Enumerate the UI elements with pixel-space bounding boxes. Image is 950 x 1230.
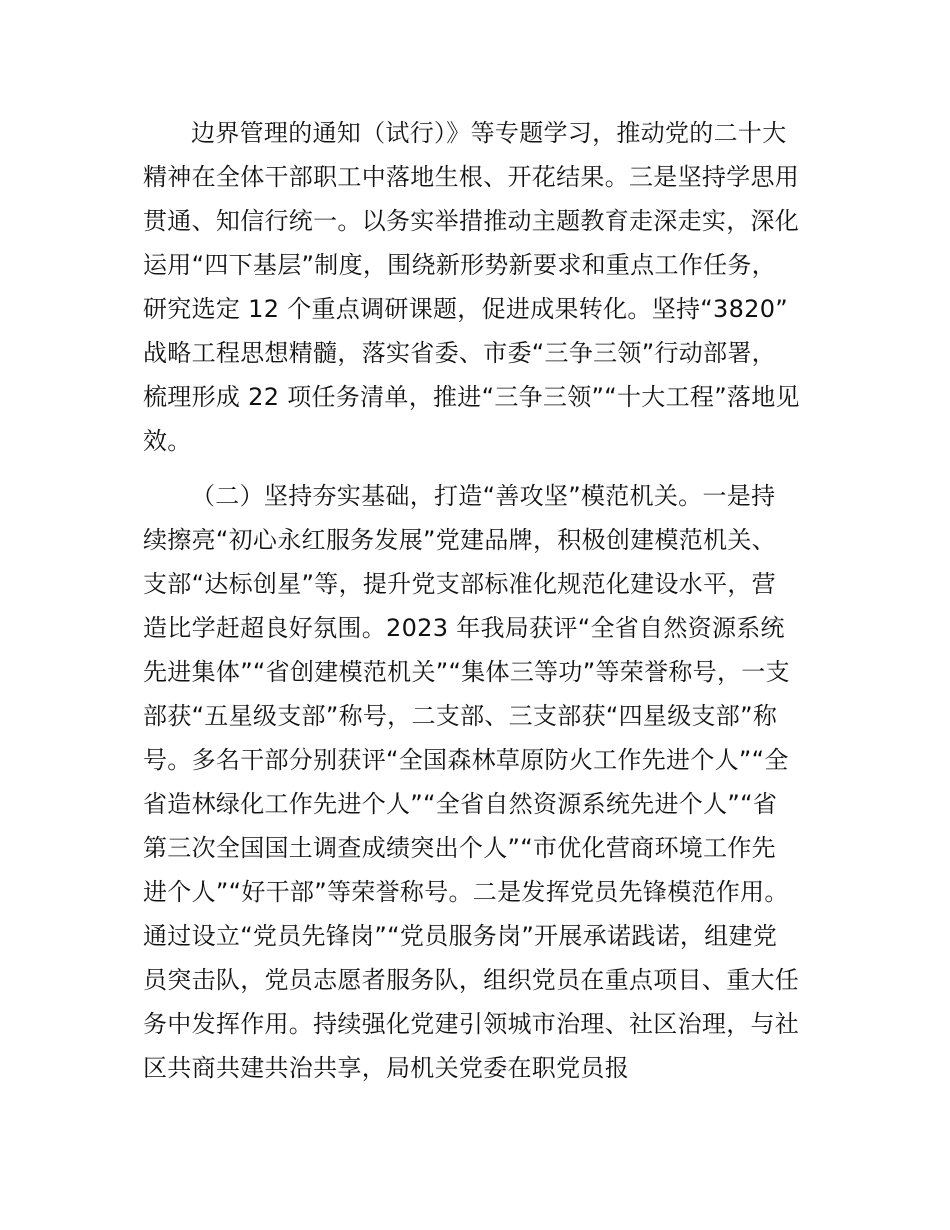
text-line-3: 贯通、知信行统一。以务实举措推动主题教育走深走实，深化: [143, 207, 800, 235]
text-line-2: 精神在全体干部职工中落地生根、开花结果。三是坚持学思用: [143, 163, 800, 191]
text-line-9: （二）坚持夯实基础，打造“善攻坚”模范机关。一是持: [191, 482, 776, 510]
text-line-5: 研究选定 12 个重点调研课题，促进成果转化。坚持“3820”: [143, 295, 789, 323]
text-line-18: 进个人”“好干部”等荣誉称号。二是发挥党员先锋模范作用。: [143, 878, 789, 906]
text-line-17: 第三次全国国土调查成绩突出个人”“市优化营商环境工作先: [143, 834, 776, 862]
text-line-4: 运用“四下基层”制度，围绕新形势新要求和重点工作任务，: [143, 251, 776, 279]
text-line-15: 号。多名干部分别获评“全国森林草原防火工作先进个人”“全: [143, 746, 789, 774]
text-line-16: 省造林绿化工作先进个人”“全省自然资源系统先进个人”“省: [143, 790, 778, 818]
text-line-19: 通过设立“党员先锋岗”“党员服务岗”开展承诺践诺，组建党: [143, 922, 778, 950]
text-line-11: 支部“达标创星”等，提升党支部标准化规范化建设水平，营: [143, 570, 776, 598]
text-line-7: 梳理形成 22 项任务清单，推进“三争三领”“十大工程”落地见: [143, 383, 800, 411]
text-line-21: 务中发挥作用。持续强化党建引领城市治理、社区治理，与社: [143, 1010, 800, 1038]
text-line-12: 造比学赶超良好氛围。2023 年我局获评“全省自然资源系统: [143, 614, 785, 642]
text-line-13: 先进集体”“省创建模范机关”“集体三等功”等荣誉称号，一支: [143, 658, 790, 686]
text-line-6: 战略工程思想精髓，落实省委、市委“三争三领”行动部署，: [143, 339, 776, 367]
text-line-8: 效。: [143, 427, 192, 455]
text-line-22: 区共商共建共治共享，局机关党委在职党员报: [143, 1054, 629, 1082]
text-line-14: 部获“五星级支部”称号，二支部、三支部获“四星级支部”称: [143, 702, 778, 730]
text-line-20: 员突击队，党员志愿者服务队，组织党员在重点项目、重大任: [143, 966, 800, 994]
text-line-10: 续擦亮“初心永红服务发展”党建品牌，积极创建模范机关、: [143, 526, 776, 554]
text-line-1: 边界管理的通知（试行）》等专题学习，推动党的二十大: [191, 119, 787, 147]
